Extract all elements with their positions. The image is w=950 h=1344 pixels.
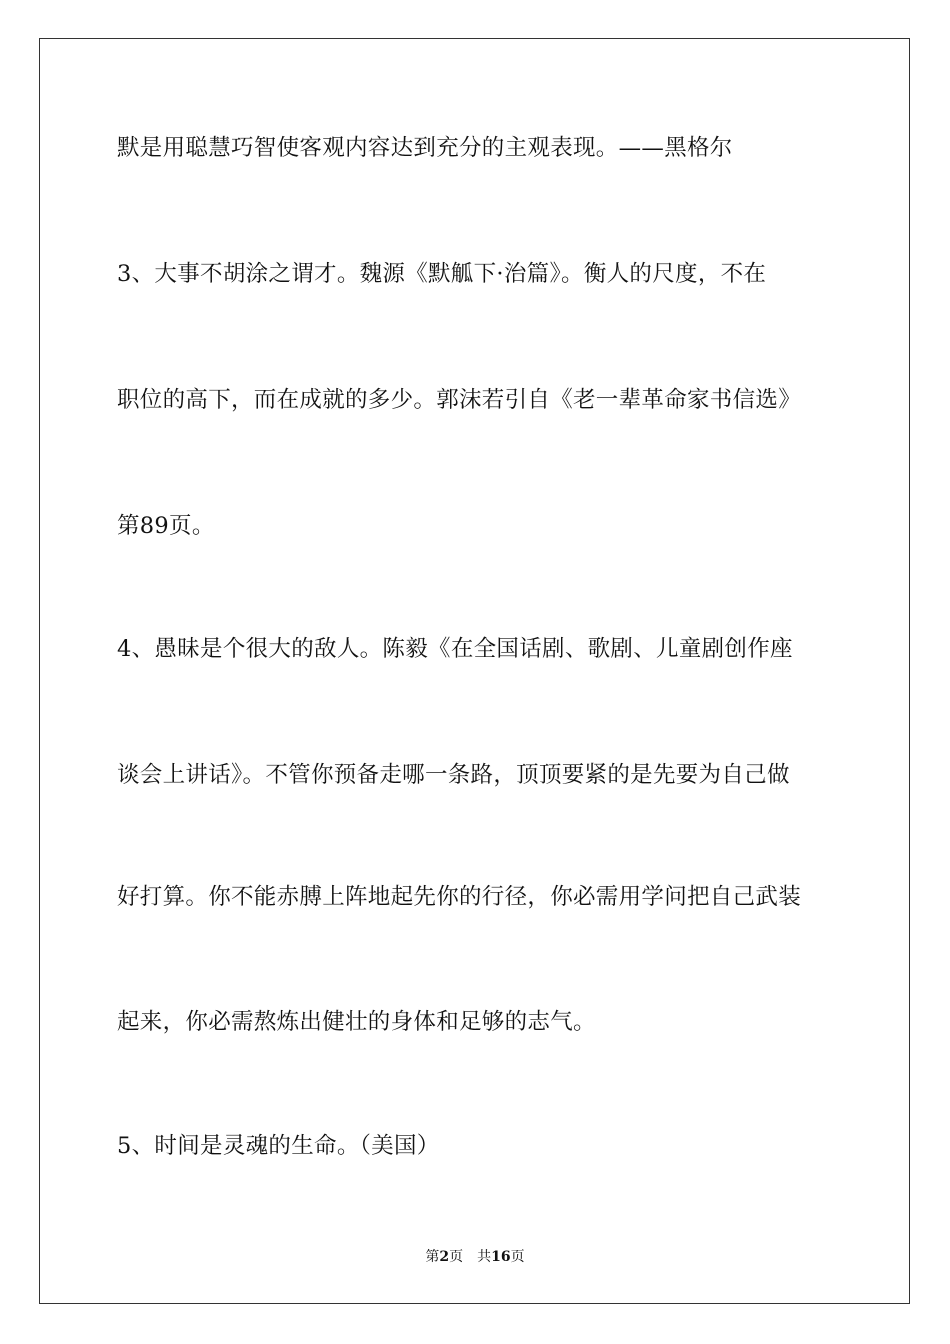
- text-line-7: 好打算。你不能赤膊上阵地起先你的行径，你必需用学问把自己武装: [117, 884, 802, 910]
- footer-page-number: 2: [439, 1249, 450, 1265]
- text-line-5: 4、愚昧是个很大的敌人。陈毅《在全国话剧、歌剧、儿童剧创作座: [117, 636, 793, 662]
- footer-total-prefix: 共: [477, 1249, 492, 1265]
- text-line-1: 默是用聪慧巧智使客观内容达到充分的主观表现。——黑格尔: [117, 135, 733, 161]
- text-line-3: 职位的高下，而在成就的多少。郭沫若引自《老一辈革命家书信选》: [117, 387, 802, 413]
- text-line-6: 谈会上讲话》。不管你预备走哪一条路，顶顶要紧的是先要为自己做: [117, 762, 790, 788]
- text-line-9: 5、时间是灵魂的生命。（美国）: [117, 1133, 440, 1159]
- footer-page-suffix: 页: [449, 1249, 464, 1265]
- text-line-4: 第89页。: [117, 513, 215, 539]
- text-line-2: 3、大事不胡涂之谓才。魏源《默觚下·治篇》。衡人的尺度，不在: [117, 261, 767, 287]
- page-frame: [39, 38, 910, 1304]
- footer-total-suffix: 页: [510, 1249, 525, 1265]
- page-footer: [0, 1248, 950, 1266]
- text-line-8: 起来，你必需熬炼出健壮的身体和足够的志气。: [117, 1009, 596, 1035]
- footer-total-pages: 16: [491, 1249, 511, 1265]
- footer-page-prefix: 第: [425, 1249, 440, 1265]
